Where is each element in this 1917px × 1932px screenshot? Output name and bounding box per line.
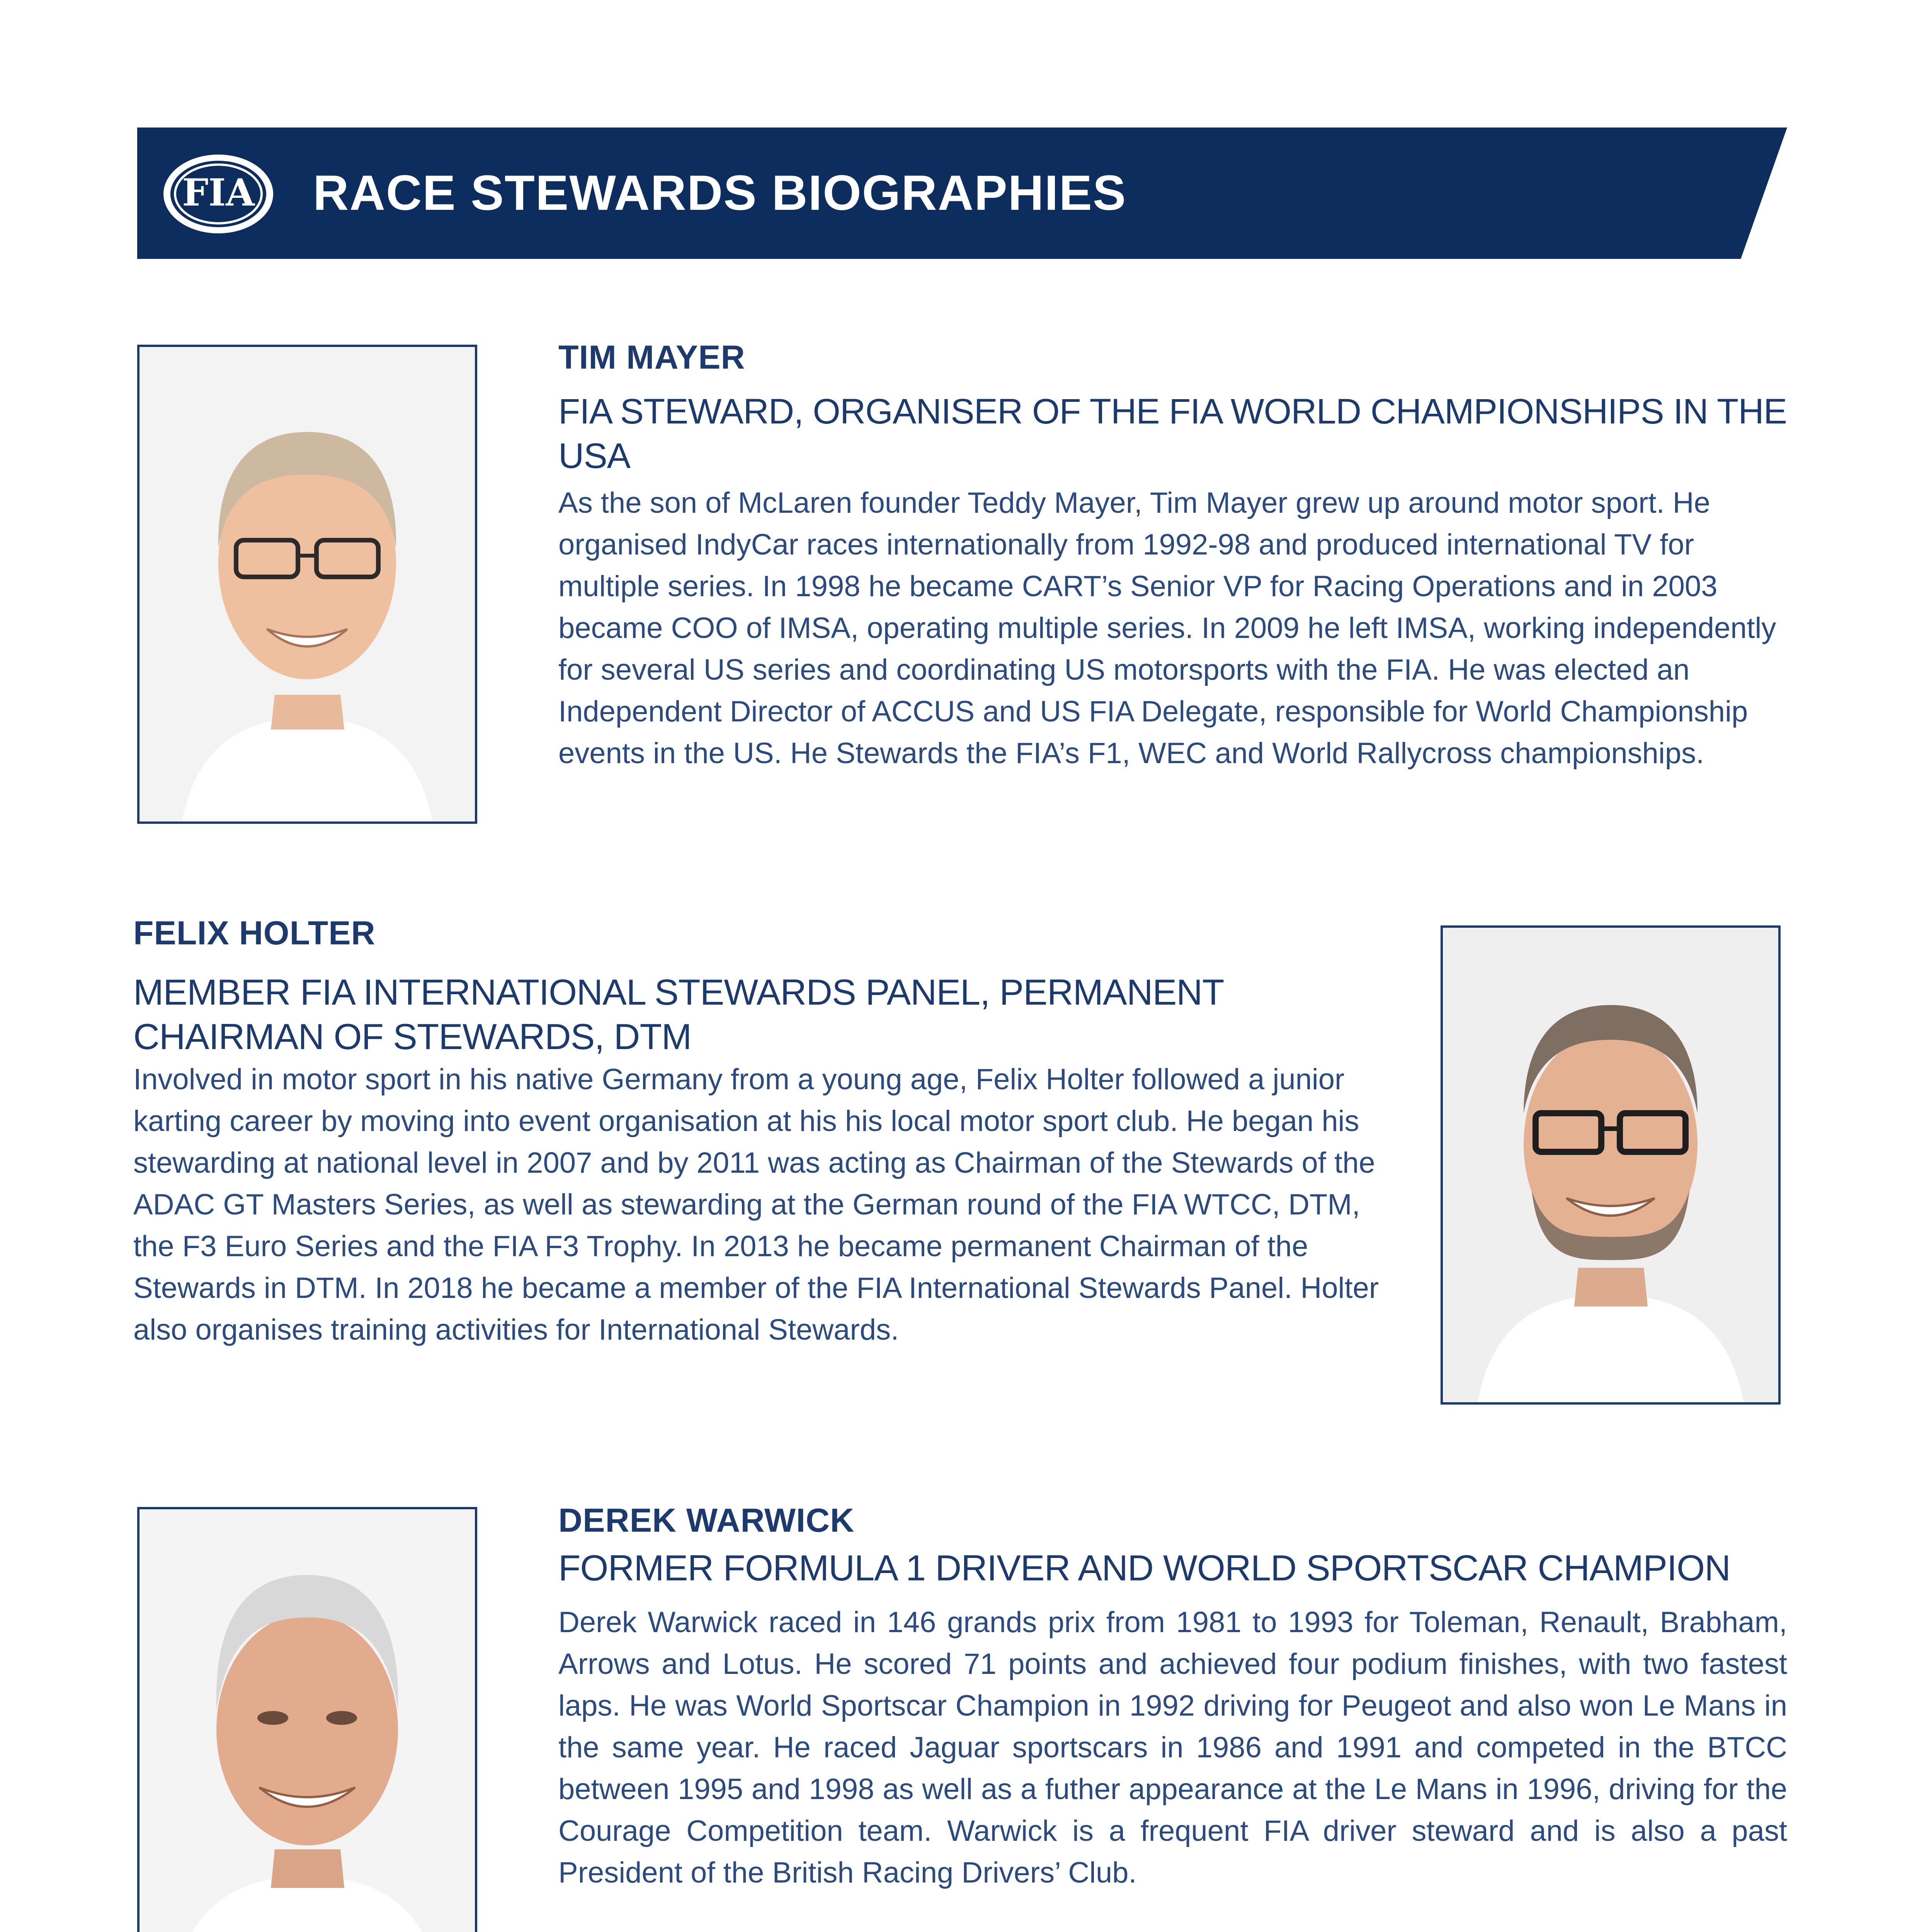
fia-logo xyxy=(160,151,276,236)
logo-text: FIA xyxy=(182,171,255,214)
header-banner xyxy=(137,128,1787,259)
steward-photo-tim-mayer xyxy=(137,345,477,824)
steward-bio-felix-holter xyxy=(133,912,1385,1351)
steward-bio-tim-mayer xyxy=(558,336,1787,774)
steward-bio-text: Derek Warwick raced in 146 grands prix from 1981 to 1993 for Toleman, Renault, Brabham, Arrows and Lotus. He scored 71 points and achieved four podium finishes, with two fastest laps. He was World Sportscar Champion in 1992 driving for Peugeot and also won Le Mans in the same year. He raced Jaguar sportscars in 1986 and 1991 and competed in the BTCC between 1995 and 1998 as well as a futher appearance at the Le Mans in 1996, driving for the Courage Competition team. Warwick is a frequent FIA driver steward and is also a past President of the British Racing Drivers’ Club. xyxy=(558,1606,1787,1889)
steward-name: DEREK WARWICK xyxy=(558,1502,855,1539)
steward-role: MEMBER FIA INTERNATIONAL STEWARDS PANEL, PERMANENT CHAIRMAN OF STEWARDS, DTM xyxy=(133,972,1223,1057)
steward-role: FIA STEWARD, ORGANISER OF THE FIA WORLD CHAMPIONSHIPS IN THE USA xyxy=(558,392,1787,476)
steward-photo-felix-holter xyxy=(1441,925,1781,1405)
steward-bio-text: Involved in motor sport in his native Germany from a young age, Felix Holter followed a junior karting career by moving into event organisation at his his local motor sport club. He began his stewarding at national level in 2007 and by 2011 was acting as Chairman of the Stewards of the ADAC GT Masters Series, as well as stewarding at the German round of the FIA WTCC, DTM, the F3 Euro Series and the FIA F3 Trophy. In 2013 he became permanent Chairman of the Stewards in DTM. In 2018 he became a member of the FIA International Stewards Panel. Holter also organises training activities for International Stewards. xyxy=(133,1063,1379,1346)
steward-name: FELIX HOLTER xyxy=(133,915,376,952)
steward-name: TIM MAYER xyxy=(558,339,745,376)
steward-photo-derek-warwick xyxy=(137,1507,477,1932)
steward-role: FORMER FORMULA 1 DRIVER AND WORLD SPORTSCAR CHAMPION xyxy=(558,1548,1730,1588)
steward-bio-derek-warwick xyxy=(558,1499,1787,1894)
steward-bio-text: As the son of McLaren founder Teddy Mayer, Tim Mayer grew up around motor sport. He organised IndyCar races internationally from 1992-98 and produced international TV for multiple series. In 1998 he became CART’s Senior VP for Racing Operations and in 2003 became COO of IMSA, operating multiple series. In 2009 he left IMSA, working independently for several US series and coordinating US motorsports with the FIA. He was elected an Independent Director of ACCUS and US FIA Delegate, responsible for World Championship events in the US. He Stewards the FIA’s F1, WEC and World Rallycross championships. xyxy=(558,486,1776,770)
page-title: RACE STEWARDS BIOGRAPHIES xyxy=(313,165,1127,221)
